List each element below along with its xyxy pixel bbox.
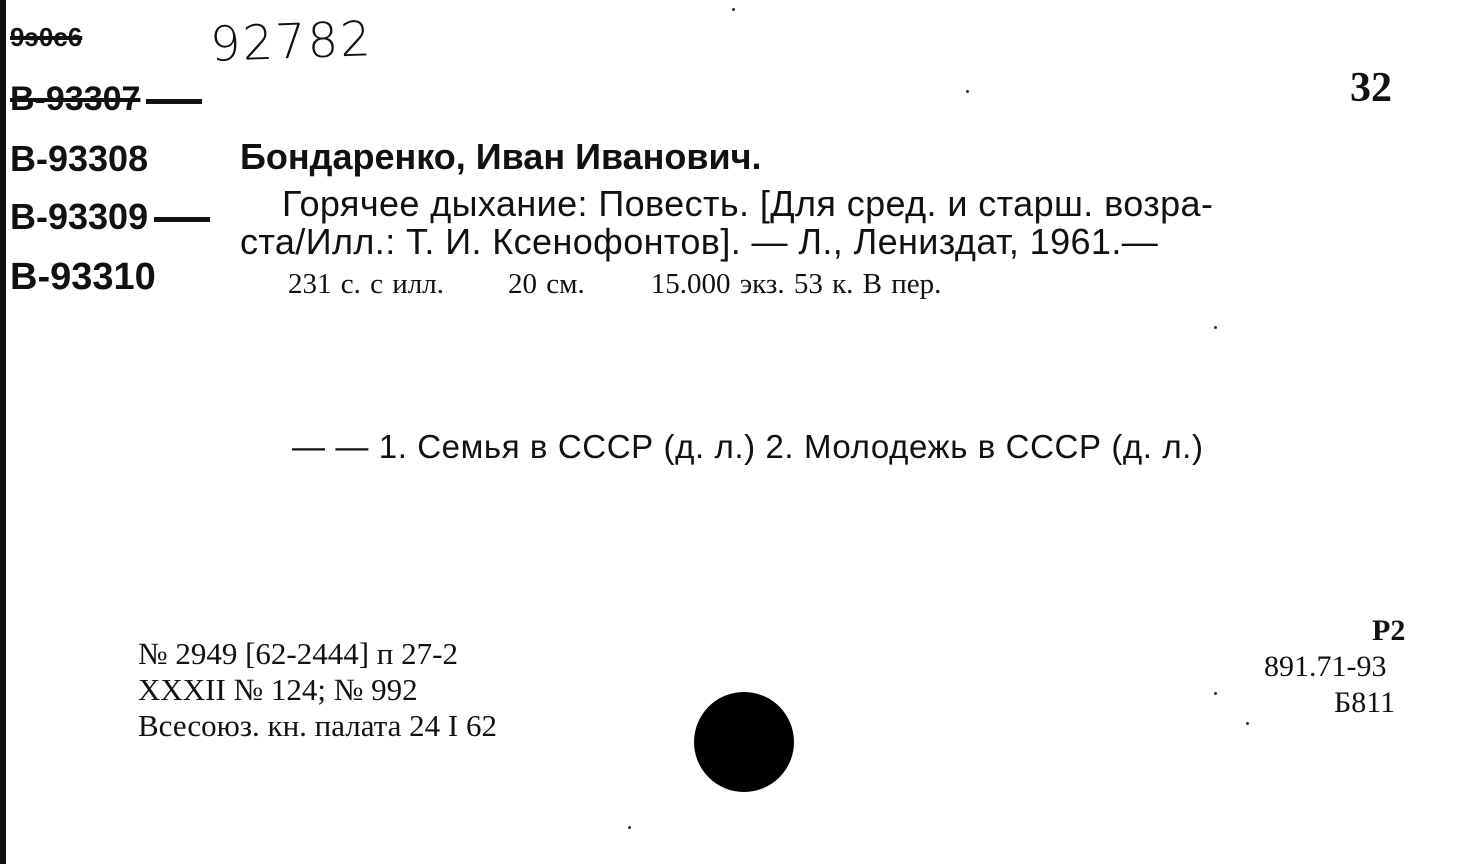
subject-headings: — — 1. Семья в СССР (д. л.) 2. Молодежь в СССР (д. л.) [292, 428, 1204, 465]
card-left-edge [0, 0, 6, 864]
inventory-number-text: В-93310 [10, 256, 156, 298]
bibliographic-record-line: XXXII № 124; № 992 [138, 672, 418, 707]
dust-speck [732, 8, 735, 11]
inventory-number-old-text: 9э0с6 [10, 22, 83, 52]
inventory-number [10, 256, 156, 299]
classification-index: Р2 [1372, 614, 1406, 647]
strike-dash [146, 99, 202, 104]
punch-hole [694, 692, 794, 792]
author-mark: Б811 [1334, 686, 1396, 719]
inventory-number-old [10, 22, 82, 53]
collation-pages: 231 с. с илл. [288, 268, 444, 300]
inventory-number [10, 196, 210, 238]
dust-speck [1246, 722, 1249, 725]
bibliographic-record-line: № 2949 [62-2444] п 27-2 [138, 636, 458, 671]
dust-speck [1214, 326, 1217, 329]
dust-speck [1214, 692, 1217, 695]
inventory-number [10, 80, 202, 119]
book-chamber-line: Всесоюз. кн. палата 24 I 62 [138, 708, 497, 743]
strike-dash [154, 217, 210, 222]
title-description-line: Горячее дыхание: Повесть. [Для сред. и старш. возра- [282, 183, 1214, 224]
collation-size: 20 см. [507, 268, 585, 300]
inventory-number-text: В-93309 [10, 196, 149, 237]
inventory-number-text: В-93308 [10, 138, 149, 179]
card-number: 32 [1350, 65, 1392, 111]
inventory-number [10, 138, 148, 180]
dust-speck [966, 90, 969, 93]
author-heading: Бондаренко, Иван Иванович. [240, 136, 762, 177]
dust-speck [628, 826, 631, 829]
handwritten-number: 92782 [209, 11, 374, 73]
collation-copies-price: 15.000 экз. 53 к. В пер. [650, 268, 942, 300]
classification-index: 891.71-93 [1264, 650, 1387, 683]
inventory-number-text: В-93307 [10, 80, 141, 118]
collation-line [288, 268, 941, 301]
title-description-line: ста/Илл.: Т. И. Ксенофонтов]. — Л., Лениздат, 1961.— [240, 221, 1159, 262]
